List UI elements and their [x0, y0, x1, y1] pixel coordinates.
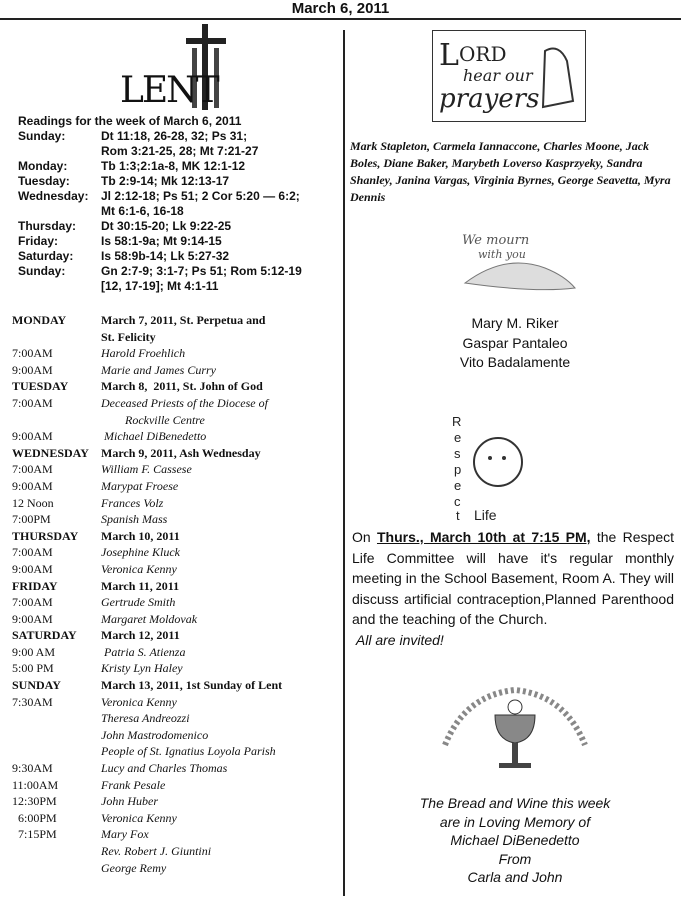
- mass-intention-row: [12, 461, 337, 478]
- mass-time: 9:00AM: [12, 611, 53, 626]
- mass-intention-row: [12, 395, 337, 412]
- prayer-names: Mark Stapleton, Carmela Iannaccone, Charles Moone, Jack Boles, Diane Baker, Marybeth Loverso Kasprzyeky, Sandra Shanley, Janina Vargas, Virginia Byrnes, George Seavetta, Myra Dennis: [350, 139, 671, 204]
- mass-time: 7:00AM: [12, 395, 53, 410]
- dedication-line: From: [498, 850, 532, 867]
- mass-intention: Marypat Froese: [101, 478, 179, 493]
- announcement-invite: All are invited!: [355, 631, 444, 648]
- mass-time: 7:00PM: [12, 512, 51, 527]
- mass-intention-row: [12, 644, 337, 661]
- reading-text: Is 58:1-9a; Mt 9:14-15: [101, 234, 222, 248]
- mass-time: [12, 329, 101, 346]
- reading-day: Monday:: [18, 159, 68, 173]
- reading-day: Tuesday:: [18, 174, 70, 188]
- mass-intention: Spanish Mass: [101, 512, 168, 527]
- mass-intention: Gertrude Smith: [101, 595, 176, 610]
- svg-text:p: p: [454, 462, 462, 477]
- mass-intention: Frances Volz: [101, 495, 164, 510]
- reading-row: [18, 249, 302, 264]
- mass-intention: Margaret Moldovak: [101, 611, 198, 626]
- lord-hear-our-prayers-logo: [432, 30, 586, 122]
- mass-time: SUNDAY: [12, 678, 61, 693]
- mass-intention-row: [12, 428, 337, 445]
- reading-row: [18, 129, 302, 144]
- reading-text: Tb 1:3;2:1a-8, MK 12:1-12: [101, 159, 246, 173]
- reading-day: Sunday:: [18, 264, 66, 278]
- mass-intention: St. Felicity: [101, 329, 156, 344]
- mass-intention-row: [12, 777, 337, 794]
- reading-row: [18, 264, 302, 279]
- reading-row: [18, 174, 302, 189]
- mass-time: 6:00PM: [12, 810, 57, 825]
- mass-time: 7:00AM: [12, 462, 53, 477]
- mass-intention: John Mastrodomenico: [101, 727, 209, 742]
- reading-day: [18, 279, 101, 294]
- mass-time: 12:30PM: [12, 794, 57, 809]
- reading-row: [18, 279, 302, 294]
- mass-intention: Marie and James Curry: [101, 362, 216, 377]
- mass-intention-row: [12, 860, 337, 877]
- reading-day: [18, 144, 101, 159]
- mass-time: 9:00AM: [12, 429, 53, 444]
- mass-time: [12, 843, 101, 860]
- mass-intention-row: [12, 478, 337, 495]
- mass-intention-row: [12, 511, 337, 528]
- mass-intention-row: [12, 660, 337, 677]
- mass-time: [12, 412, 101, 429]
- reading-text: Gn 2:7-9; 3:1-7; Ps 51; Rom 5:12-19: [101, 264, 302, 278]
- mass-day-heading: [12, 329, 337, 346]
- mass-time: 9:00AM: [12, 561, 53, 576]
- svg-text:L: L: [439, 38, 459, 73]
- reading-text: Tb 2:9-14; Mk 12:13-17: [101, 174, 230, 188]
- reading-day: Friday:: [18, 234, 59, 248]
- mass-intention-row: [12, 694, 337, 711]
- mass-intention: Deceased Priests of the Diocese of: [101, 395, 268, 410]
- mass-intention: March 8, 2011, St. John of God: [101, 379, 263, 394]
- mass-intention: March 10, 2011: [101, 528, 180, 543]
- lent-logo: [120, 22, 250, 112]
- reading-day: Thursday:: [18, 219, 77, 233]
- reading-text: [12, 17-19]; Mt 4:1-11: [101, 279, 219, 293]
- reading-day: Saturday:: [18, 249, 74, 263]
- mass-intention-row: [12, 544, 337, 561]
- mass-time: 11:00AM: [12, 777, 59, 792]
- svg-text:We mourn: We mourn: [462, 233, 530, 248]
- mass-intention: Rockville Centre: [101, 412, 205, 427]
- mass-intention: Lucy and Charles Thomas: [101, 761, 228, 776]
- mass-time: 9:00 AM: [12, 644, 56, 659]
- mass-intention: Josephine Kluck: [101, 545, 180, 560]
- dedication-line: Michael DiBenedetto: [450, 832, 580, 848]
- mass-intention: People of St. Ignatius Loyola Parish: [101, 744, 276, 759]
- reading-text: Dt 11:18, 26-28, 32; Ps 31;: [101, 129, 248, 143]
- reading-text: Jl 2:12-18; Ps 51; 2 Cor 5:20 — 6:2;: [101, 189, 300, 203]
- mass-day-heading: [12, 627, 337, 644]
- mass-intention: George Remy: [101, 860, 167, 875]
- readings-title: Readings for the week of March 6, 2011: [18, 114, 242, 128]
- mass-intention-row: [12, 611, 337, 628]
- reading-day: [18, 204, 101, 219]
- mass-intention: March 13, 2011, 1st Sunday of Lent: [101, 678, 283, 693]
- mass-intention: William F. Cassese: [101, 462, 192, 477]
- reading-row: [18, 204, 302, 219]
- column-divider: [343, 30, 345, 896]
- announcement-body: the Respect Life Committee will have it's regular monthly meeting in the School Basement, Room A. They will discuss artificial contraception,Planned Parenthood and the teaching of the Church.: [352, 529, 674, 627]
- respect-life-announcement: [352, 527, 674, 650]
- reading-row: [18, 234, 302, 249]
- reading-day: Wednesday:: [18, 189, 89, 203]
- mass-intention-row: [12, 561, 337, 578]
- readings-section: [18, 114, 302, 294]
- we-mourn-logo: [460, 228, 580, 298]
- announcement-text: On: [352, 529, 377, 545]
- bread-and-wine-dedication: [350, 794, 680, 887]
- mass-time: MONDAY: [12, 313, 67, 327]
- mass-intention: Veronica Kenny: [101, 561, 177, 576]
- mass-time: [12, 710, 101, 727]
- mass-time: TUESDAY: [12, 379, 69, 394]
- reading-row: [18, 189, 302, 204]
- mass-time: [12, 860, 101, 877]
- mass-intention: Michael DiBenedetto: [101, 429, 207, 444]
- reading-text: Rom 3:21-25, 28; Mt 7:21-27: [101, 144, 259, 158]
- mass-intention-row: [12, 412, 337, 429]
- mass-intention: March 11, 2011: [101, 578, 180, 593]
- mass-intention-row: [12, 710, 337, 727]
- mass-time: 7:00AM: [12, 595, 53, 610]
- mass-intention-row: [12, 810, 337, 827]
- mass-intention-row: [12, 495, 337, 512]
- mass-time: 7:00AM: [12, 346, 53, 361]
- mass-time: 7:00AM: [12, 545, 53, 560]
- deceased-name: Mary M. Riker: [471, 315, 559, 331]
- mass-intention: John Huber: [101, 794, 158, 809]
- mass-time: 9:00AM: [12, 478, 53, 493]
- mass-intention-row: [12, 760, 337, 777]
- mass-time: [12, 743, 101, 760]
- mass-time: WEDNESDAY: [12, 445, 89, 460]
- mass-intention-row: [12, 743, 337, 760]
- chalice-image: [435, 685, 595, 780]
- mass-intention-row: [12, 793, 337, 810]
- mass-time: 7:15PM: [12, 827, 57, 842]
- svg-text:c: c: [454, 494, 461, 509]
- mass-intention: Frank Pesale: [101, 777, 166, 792]
- svg-text:ORD: ORD: [459, 42, 507, 66]
- mass-intention: March 12, 2011: [101, 628, 180, 643]
- svg-text:e: e: [454, 478, 462, 493]
- mass-time: 9:30AM: [12, 761, 53, 776]
- announcement-date: Thurs., March 10th at 7:15 PM,: [376, 529, 591, 545]
- mass-intention: Veronica Kenny: [101, 694, 177, 709]
- reading-row: [18, 159, 302, 174]
- mass-intention: March 9, 2011, Ash Wednesday: [101, 445, 261, 460]
- mass-day-heading: [12, 312, 337, 329]
- mass-intention: Kristy Lyn Haley: [101, 661, 183, 676]
- dedication-line: The Bread and Wine this week: [419, 795, 611, 811]
- page-date: March 6, 2011: [0, 0, 681, 20]
- mass-time: SATURDAY: [12, 628, 77, 643]
- svg-text:with you: with you: [478, 248, 526, 261]
- mass-intention: Rev. Robert J. Giuntini: [101, 844, 212, 858]
- mass-intention: Harold Froehlich: [101, 346, 186, 361]
- mass-time: 7:30AM: [12, 694, 53, 709]
- mass-time: THURSDAY: [12, 528, 79, 543]
- mass-day-heading: [12, 677, 337, 694]
- deceased-list: [350, 314, 680, 373]
- mass-intention-row: [12, 362, 337, 379]
- svg-text:s: s: [454, 446, 461, 461]
- svg-text:hear our: hear our: [463, 66, 533, 85]
- respect-life-logo: [450, 412, 530, 522]
- reading-text: Is 58:9b-14; Lk 5:27-32: [101, 249, 230, 263]
- mass-intention-row: [12, 843, 337, 860]
- mass-intention: Theresa Andreozzi: [101, 711, 190, 726]
- mass-intention: Patria S. Atienza: [101, 644, 186, 659]
- mass-time: 12 Noon: [12, 495, 54, 510]
- svg-text:prayers: prayers: [439, 84, 540, 114]
- mass-time: 5:00 PM: [12, 661, 54, 676]
- mass-day-heading: [12, 578, 337, 595]
- dedication-line: are in Loving Memory of: [439, 813, 591, 830]
- mass-time: 9:00AM: [12, 362, 53, 377]
- reading-row: [18, 144, 302, 159]
- dedication-line: Carla and John: [467, 869, 563, 885]
- mass-intention-row: [12, 727, 337, 744]
- reading-day: Sunday:: [18, 129, 66, 143]
- mass-intention-row: [12, 594, 337, 611]
- mass-day-heading: [12, 445, 337, 462]
- mass-intention: Mary Fox: [101, 827, 149, 842]
- mass-day-heading: [12, 528, 337, 545]
- deceased-name: Gaspar Pantaleo: [462, 334, 568, 351]
- svg-text:R: R: [452, 414, 462, 429]
- deceased-name: Vito Badalamente: [459, 354, 571, 370]
- mass-time: FRIDAY: [12, 578, 58, 593]
- mass-time: [12, 727, 101, 744]
- mass-intention-row: [12, 826, 337, 843]
- mass-schedule: [12, 312, 337, 876]
- svg-text:e: e: [454, 430, 462, 445]
- mass-intention: Veronica Kenny: [101, 810, 177, 825]
- mass-intention-row: [12, 345, 337, 362]
- reading-text: Mt 6:1-6, 16-18: [101, 204, 184, 218]
- mass-intention: March 7, 2011, St. Perpetua and: [101, 313, 266, 327]
- reading-row: [18, 219, 302, 234]
- svg-text:Life: Life: [474, 507, 497, 522]
- mass-day-heading: [12, 378, 337, 395]
- lent-title: LENT: [120, 70, 218, 111]
- reading-text: Dt 30:15-20; Lk 9:22-25: [101, 219, 232, 233]
- svg-text:t: t: [456, 508, 460, 522]
